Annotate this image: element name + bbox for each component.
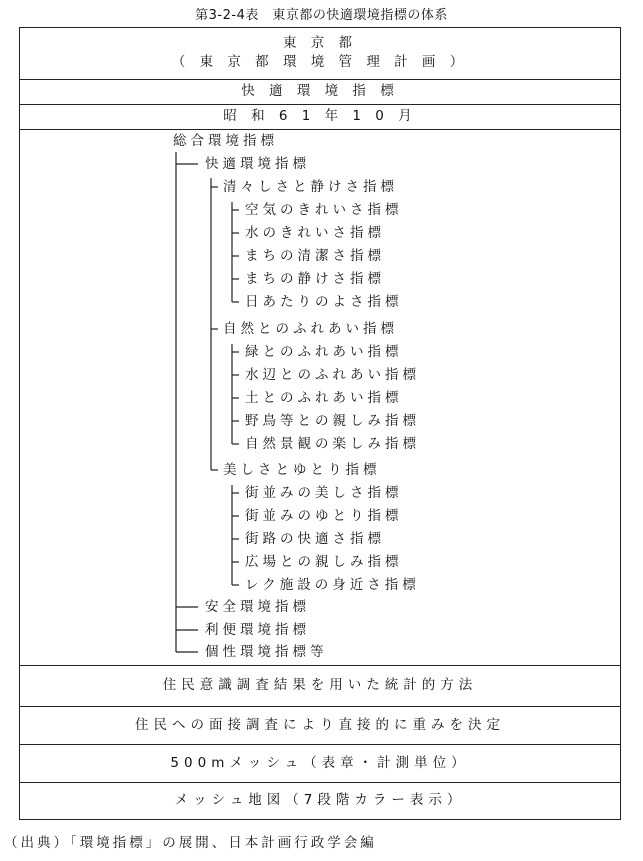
leaf-indicator: 水辺とのふれあい指標 [245,367,420,383]
identity-indicator: 個性環境指標等 [205,644,328,660]
group-label: 美しさとゆとり指標 [223,462,381,478]
leaf-indicator: 緑とのふれあい指標 [245,344,403,360]
method-text: 住民意識調査結果を用いた統計的方法 [162,677,478,693]
indicator-system-table [19,27,621,820]
group-label: 清々しさと静けさ指標 [223,179,398,195]
method-text: 500mメッシュ（表章・計測単位） [170,755,470,771]
leaf-indicator: 空気のきれいさ指標 [245,202,403,218]
leaf-indicator: 街並みのゆとり指標 [245,508,403,524]
leaf-indicator: 野鳥等との親しみ指標 [245,413,420,429]
leaf-indicator: レク施設の身近さ指標 [245,577,420,593]
leaf-indicator: 街並みの美しさ指標 [245,485,403,501]
plan-name: （ 東 京 都 環 境 管 理 計 画 ） [171,54,469,70]
table-caption: 第3-2-4表 東京都の快適環境指標の体系 [195,8,448,23]
method-text: 住民への面接調査により直接的に重みを決定 [135,717,505,733]
method-row [20,665,620,706]
leaf-indicator: 自然景観の楽しみ指標 [245,436,420,452]
source-note: （出典）「環境指標」の展開、日本計画行政学会編 [4,835,377,851]
leaf-indicator: 水のきれいさ指標 [245,225,385,241]
method-row [20,706,620,744]
convenience-indicator: 利便環境指標 [205,622,310,638]
header-date-row [20,105,620,130]
safety-indicator: 安全環境指標 [205,599,310,615]
leaf-indicator: まちの静けさ指標 [245,271,385,287]
date-label: 昭 和 6 1 年 1 0 月 [223,108,417,124]
leaf-indicator: 街路の快適さ指標 [245,531,385,547]
method-row [20,782,620,819]
org-name: 東 京 都 [282,35,358,51]
amenity-indicator: 快適環境指標 [205,156,310,172]
header-org-row [20,28,620,80]
leaf-indicator: 土とのふれあい指標 [245,390,403,406]
method-text: メッシュ地図（7段階カラー表示） [174,792,466,808]
group-label: 自然とのふれあい指標 [223,321,398,337]
method-row [20,744,620,782]
header-title-row [20,80,620,105]
root-indicator: 総合環境指標 [173,133,278,149]
indicator-tree [20,130,620,693]
indicator-title: 快 適 環 境 指 標 [241,83,399,99]
leaf-indicator: 日あたりのよさ指標 [245,294,403,310]
leaf-indicator: 広場との親しみ指標 [245,554,403,570]
leaf-indicator: まちの清潔さ指標 [245,248,385,264]
